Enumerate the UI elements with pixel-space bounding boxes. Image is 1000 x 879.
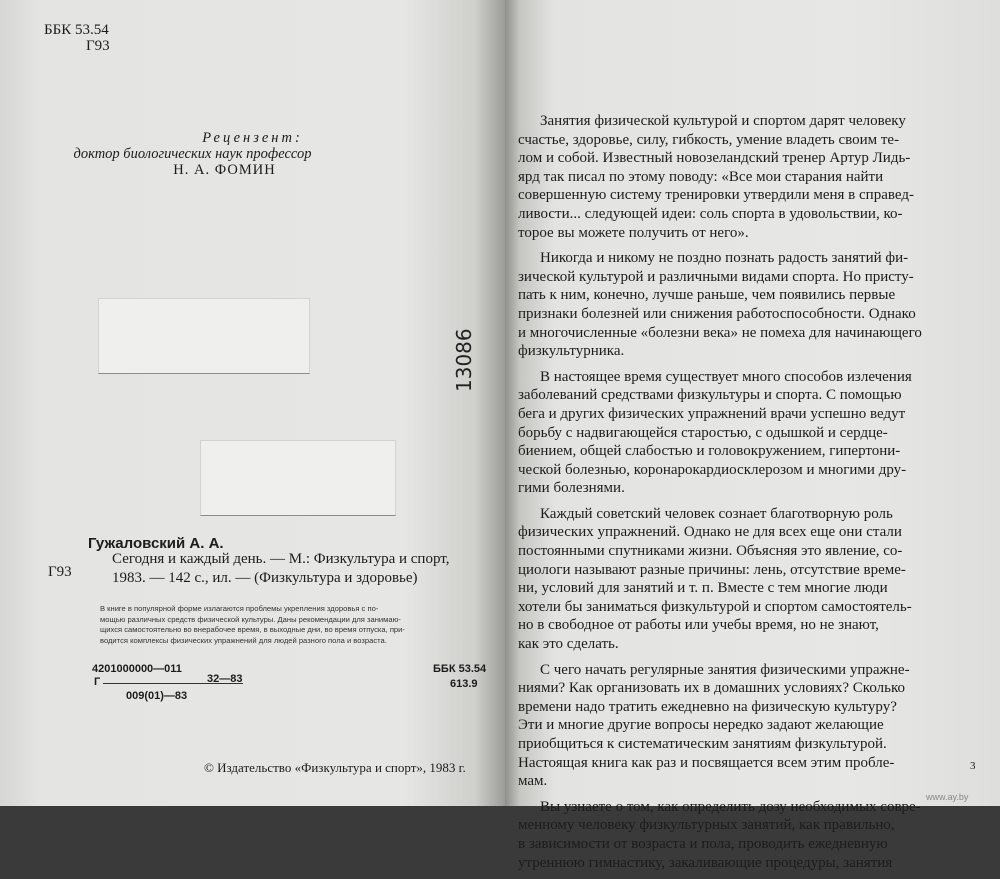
- page-number: 3: [970, 760, 976, 772]
- text-line: Вы узнаете о том, как определить дозу необходимых совре-: [540, 798, 921, 815]
- catalog-code-3: 009(01)—83: [126, 690, 188, 702]
- text-line: утреннюю гимнастику, закаливающие процедуры, занятия: [518, 854, 893, 871]
- body-text: [518, 112, 976, 879]
- text-line: но в свободное от работы или учебы время, но не знают,: [518, 617, 879, 634]
- catalog-code-2: 32—83: [207, 673, 243, 685]
- citation-line-1: Сегодня и каждый день. — М.: Физкультура и спорт,: [112, 551, 450, 567]
- text-line: Настоящая книга как раз и посвящается всем этим пробле-: [518, 754, 895, 771]
- catalog-code-prefix: Г: [94, 676, 101, 688]
- bbk-code-top: ББК 53.54: [44, 22, 109, 38]
- paragraph: [518, 249, 976, 361]
- text-line: времени надо тратить ежедневно на физическую культуру?: [518, 698, 897, 715]
- text-line: зической культурой и различными видами спорта. Но присту-: [518, 268, 914, 285]
- text-line: постоянными спутниками жизни. Объясняя это явление, со-: [518, 543, 903, 560]
- text-line: С чего начать регулярные занятия физическими упражне-: [540, 661, 910, 678]
- index-code-side: Г93: [48, 564, 72, 580]
- text-line: циологи называют разные причины: лень, отсутствие време-: [518, 561, 906, 578]
- text-line: Каждый советский человек сознает благотворную роль: [540, 505, 893, 522]
- text-line: Эти и многие другие вопросы нередко задают желающие: [518, 717, 884, 734]
- annotation: [100, 604, 490, 646]
- blank-stamp-upper: [98, 298, 310, 374]
- text-line: менному человеку физкультурных занятий, как правильно,: [518, 817, 895, 834]
- text-line: признаки болезней или снижения работоспособности. Однако: [518, 305, 916, 322]
- left-page: [0, 0, 505, 806]
- text-line: ярд так писал по этому поводу: «Все мои старания найти: [518, 168, 884, 185]
- paragraph: [518, 112, 976, 242]
- text-line: физкультурника.: [518, 343, 625, 360]
- paragraph: [518, 368, 976, 498]
- annotation-line: водится комплексы физических упражнений для людей разного пола и возраста.: [100, 635, 387, 645]
- udc-code-bottom: 613.9: [450, 678, 478, 690]
- text-line: хотели бы заниматься физкультурой и спортом самостоятель-: [518, 598, 912, 615]
- author-name: Гужаловский А. А.: [88, 535, 224, 552]
- catalog-code-1: 4201000000—011: [92, 663, 182, 675]
- reviewer-position: доктор биологических наук профессор: [73, 146, 312, 162]
- paragraph: [518, 798, 976, 872]
- text-line: приобщиться к систематическим занятиям физкультурой.: [518, 736, 887, 752]
- text-line: торое вы можете получить от него».: [518, 224, 749, 241]
- text-line: пать к ним, конечно, лучше раньше, чем появились первые: [518, 287, 896, 304]
- text-line: счастье, здоровье, силу, гибкость, умение владеть своим те-: [518, 131, 900, 148]
- text-line: физических упражнений. Однако не для всех еще они стали: [518, 524, 902, 541]
- reviewer-name: Н. А. ФОМИН: [173, 162, 276, 178]
- text-line: бега и других физических упражнений врачи успешно ведут: [518, 405, 906, 422]
- text-line: и многочисленные «болезни века» не помеха для начинающего: [518, 324, 922, 341]
- text-line: Занятия физической культурой и спортом дарят человеку: [540, 113, 906, 129]
- handwritten-inventory-number: 13086: [452, 328, 476, 392]
- text-line: мам.: [518, 773, 548, 790]
- text-line: В настоящее время существует много способов излечения: [540, 368, 912, 385]
- paragraph: [518, 505, 976, 654]
- text-line: заболеваний средствами физкультуры и спорта. С помощью: [518, 387, 902, 404]
- citation-line-2: 1983. — 142 с., ил. — (Физкультура и здоровье): [112, 570, 418, 586]
- text-line: ческой болезнью, коронарокардиосклерозом и многими дру-: [518, 461, 907, 478]
- text-line: ливости... следующей идеи: соль спорта в удовольствии, ко-: [518, 205, 903, 222]
- index-code-top: Г93: [86, 38, 110, 54]
- text-line: гими болезнями.: [518, 480, 625, 497]
- text-line: лом и собой. Известный новозеландский тренер Артур Лидь-: [518, 150, 911, 167]
- reviewer-title: Рецензент:: [202, 130, 303, 146]
- annotation-line: мощью различных средств физической культуры. Даны рекомендации для занимаю-: [100, 614, 401, 624]
- watermark: www.ay.by: [926, 792, 969, 802]
- text-line: Никогда и никому не поздно познать радость занятий фи-: [540, 250, 909, 267]
- paragraph: [518, 661, 976, 791]
- text-line: в зависимости от возраста и пола, проводить ежедневную: [518, 835, 888, 852]
- bbk-code-bottom: ББК 53.54: [433, 663, 487, 675]
- text-line: ни, условий для занятий и т. п. Вместе с тем многие люди: [518, 580, 888, 597]
- copyright-line: © Издательство «Физкультура и спорт», 1983 г.: [204, 760, 466, 775]
- annotation-line: щихся самостоятельно во внерабочее время, в выходные дни, во время отпуска, при-: [100, 625, 405, 634]
- text-line: борьбу с надвигающейся старостью, с одышкой и сердце-: [518, 424, 888, 441]
- annotation-line: В книге в популярной форме излагаются проблемы укрепления здоровья с по-: [100, 604, 379, 613]
- text-line: совершенную систему тренировки утвердили меня в справед-: [518, 187, 914, 204]
- text-line: биением, общей слабостью и головокружением, гипертони-: [518, 443, 901, 460]
- text-line: как это сделать.: [518, 636, 619, 653]
- text-line: ниями? Как организовать их в домашних условиях? Сколько: [518, 680, 905, 697]
- blank-stamp-lower: [200, 440, 396, 516]
